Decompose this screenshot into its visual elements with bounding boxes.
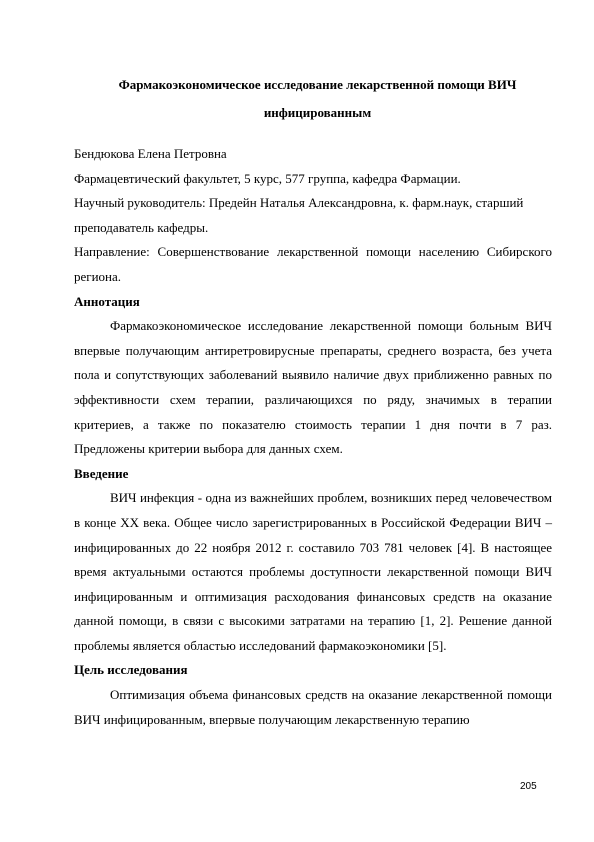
annotation-heading: Аннотация (74, 293, 140, 309)
goal-text: Оптимизация объема финансовых средств на оказание лекарственной помощи ВИЧ инфицированным, впервые получающим лекарственную терапию (74, 687, 552, 727)
faculty-line: Фармацевтический факультет, 5 курс, 577 группа, кафедра Фармации. (74, 170, 461, 186)
intro-text: ВИЧ инфекция - одна из важнейших проблем, возникших перед человечеством в конце XX века. Общее число зарегистрированных в Российской Федерации ВИЧ – инфицированных до 22 ноября 2012 г. составило 703 781 человек [4]. В настоящее время актуальными остаются проблемы доступности лекарственной помощи ВИЧ инфицированным и оптимизация расходования финансовых средств на оказание данной помощи, в связи с высокими затратами на терапию [1, 2]. Решение данной проблемы является областью исследований фармакоэкономики [5]. (74, 490, 552, 653)
supervisor-line: Научный руководитель: Предейн Наталья Александровна, к. фарм.наук, старший преподаватель кафедры. (74, 195, 524, 235)
intro-heading: Введение (74, 465, 129, 481)
annotation-text: Фармакоэкономическое исследование лекарственной помощи больным ВИЧ впервые получающим антиретровирусные препараты, среднего возраста, без учета пола и сопутствующих заболеваний выявило наличие двух приближенно равных по эффективности схем терапии, различающихся по ряду, значимых в терапии критериев, а также по показателю стоимость терапии 1 дня почти в 7 раз. Предложены критерии выбора для данных схем. (74, 318, 552, 457)
page-number: 205 (520, 781, 537, 792)
direction-line: Направление: Совершенствование лекарственной помощи населению Сибирского региона. (74, 244, 552, 284)
goal-heading: Цель исследования (74, 662, 188, 678)
document-body (74, 142, 552, 732)
author-name: Бендюкова Елена Петровна (74, 146, 227, 161)
page-title: Фармакоэкономическое исследование лекарственной помощи ВИЧ инфицированным (118, 77, 517, 120)
